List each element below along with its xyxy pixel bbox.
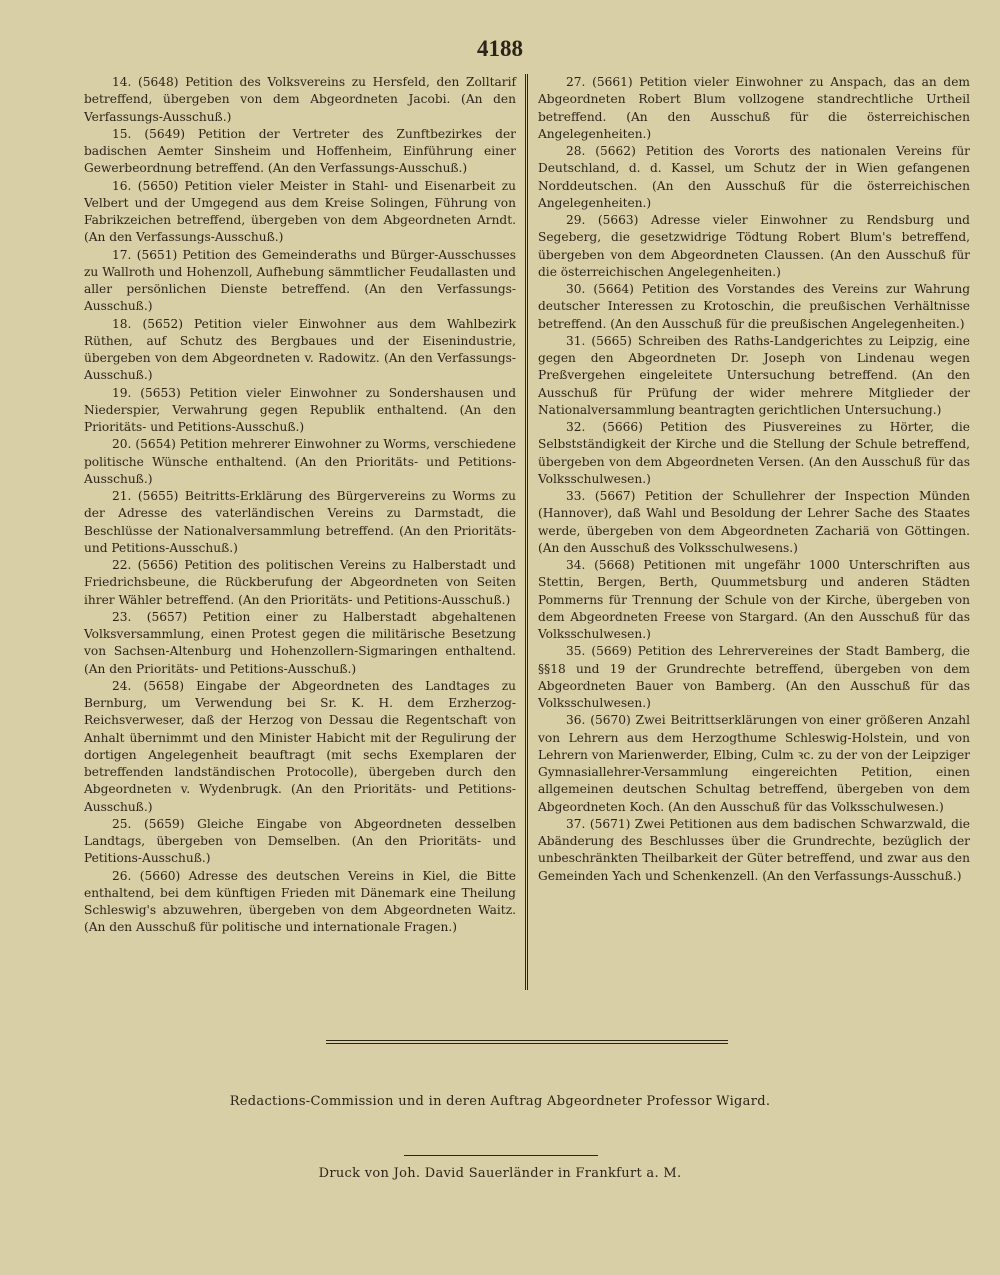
- petition-entry: 18. (5652) Petition vieler Einwohner aus dem Wahlbezirk Rüthen, auf Schutz des Bergbaues und der Eisenindustrie, übergeben von dem Abgeordneten v. Radowitz. (An den Verfassungs-Ausschuß.): [84, 316, 516, 383]
- footer-rule: [404, 1155, 598, 1156]
- petition-entry: 37. (5671) Zwei Petitionen aus dem badischen Schwarzwald, die Abänderung des Beschlusses über die Grundrechte, bezüglich der unbeschränkten Theilbarkeit der Güter betreffend, und zwar aus den Gemeinden Yach und Schenkenzell. (An den Verfassungs-Ausschuß.): [538, 816, 970, 883]
- right-column: [538, 74, 970, 885]
- page-number: 4188: [477, 36, 523, 61]
- petition-entry: 32. (5666) Petition des Piusvereines zu Hörter, die Selbstständigkeit der Kirche und die Stellung der Schule betreffend, übergeben von dem Abgeordneten Versen. (An den Ausschuß für das Volksschulwesen.): [538, 420, 970, 486]
- petition-entry: 14. (5648) Petition des Volksvereins zu Hersfeld, den Zolltarif betreffend, übergeben von dem Abgeordneten Jacobi. (An den Verfassungs-Ausschuß.): [84, 75, 516, 124]
- petition-entry: 16. (5650) Petition vieler Meister in Stahl- und Eisenarbeit zu Velbert und der Umgegend aus dem Kreise Solingen, Führung von Fabrikzeichen betreffend, übergeben von dem Abgeordneten Arndt. (An den Verfassungs-Ausschuß.): [84, 178, 516, 245]
- petition-entry: 28. (5662) Petition des Vororts des nationalen Vereins für Deutschland, d. d. Kassel, um Schutz der in Wien gefangenen Norddeutschen. (An den Ausschuß für die österreichischen Angelegenheiten.): [538, 144, 970, 210]
- petition-entry: 26. (5660) Adresse des deutschen Vereins in Kiel, die Bitte enthaltend, bei dem künftigen Frieden mit Dänemark eine Theilung Schleswig's abzuwehren, übergeben von dem Abgeordneten Waitz. (An den Ausschuß für politische und internationale Fragen.): [84, 868, 516, 935]
- petition-entry: 23. (5657) Petition einer zu Halberstadt abgehaltenen Volksversammlung, einen Protest gegen die militärische Besetzung von Sachsen-Altenburg und Hohenzollern-Sigmaringen enthaltend. (An den Prioritäts- und Petitions-Ausschuß.): [84, 609, 516, 676]
- petition-entry: 29. (5663) Adresse vieler Einwohner zu Rendsburg und Segeberg, die gesetzwidrige Tödtung Robert Blum's betreffend, übergeben von dem Abgeordneten Claussen. (An den Ausschuß für die österreichischen Angelegenheiten.): [538, 213, 970, 279]
- petition-entry: 30. (5664) Petition des Vorstandes des Vereins zur Wahrung deutscher Interessen zu Krotoschin, die preußischen Verhältnisse betreffend. (An den Ausschuß für die preußischen Angelegenheiten.): [538, 282, 970, 331]
- petition-entry: 25. (5659) Gleiche Eingabe von Abgeordneten desselben Landtags, übergeben von Demselben. (An den Prioritäts- und Petitions-Ausschuß.): [84, 816, 516, 866]
- petition-entry: 36. (5670) Zwei Beitrittserklärungen von einer größeren Anzahl von Lehrern aus dem Herzogthume Schleswig-Holstein, und von Lehrern von Marienwerder, Elbing, Culm ꝛc. zu der von der Leipziger Gymnasiallehrer-Versammlung eingereichten Petition, einen allgemeinen deutschen Schultag betreffend, übergeben von dem Abgeordneten Koch. (An den Ausschuß für das Volksschulwesen.): [538, 713, 970, 814]
- petition-entry: 27. (5661) Petition vieler Einwohner zu Anspach, das an dem Abgeordneten Robert Blum vollzogene standrechtliche Urtheil betreffend. (An den Ausschuß für die österreichischen Angelegenheiten.): [538, 75, 970, 141]
- petition-entry: 24. (5658) Eingabe der Abgeordneten des Landtages zu Bernburg, um Verwendung bei Sr. K. H. dem Erzherzog-Reichsverweser, daß der Herzog von Dessau die Regentschaft von Anhalt übernimmt und den Minister Habicht mit der Regulirung der dortigen Angelegenheit beauftragt (mit sechs Exemplaren der betreffenden landständischen Protocolle), übergeben durch den Abgeordneten v. Wydenbrugk. (An den Prioritäts- und Petitions-Ausschuß.): [84, 678, 516, 814]
- petition-entry: 17. (5651) Petition des Gemeinderaths und Bürger-Ausschusses zu Wallroth und Hohenzoll, Aufhebung sämmtlicher Feudallasten und aller persönlichen Dienste betreffend. (An den Verfassungs-Ausschuß.): [84, 247, 516, 314]
- petition-entry: 35. (5669) Petition des Lehrervereines der Stadt Bamberg, die §§18 und 19 der Grundrechte betreffend, übergeben von dem Abgeordneten Bauer von Bamberg. (An den Ausschuß für das Volksschulwesen.): [538, 644, 970, 710]
- petition-entry: 19. (5653) Petition vieler Einwohner zu Sondershausen und Niederspier, Verwahrung gegen Republik enthaltend. (An den Prioritäts- und Petitions-Ausschuß.): [84, 385, 516, 434]
- petition-entry: 22. (5656) Petition des politischen Vereins zu Halberstadt und Friedrichsbeune, die Rückberufung der Abgeordneten von Seiten ihrer Wähler betreffend. (An den Prioritäts- und Petitions-Ausschuß.): [84, 558, 516, 607]
- printer-imprint: Druck von Joh. David Sauerländer in Frankfurt a. M.: [318, 1166, 682, 1181]
- petition-entry: 34. (5668) Petitionen mit ungefähr 1000 Unterschriften aus Stettin, Bergen, Berth, Quummetsburg und anderen Städten Pommerns für Trennung der Schule von der Kirche, übergeben von dem Abgeordneten Freese von Stargard. (An den Ausschuß für das Volksschulwesen.): [538, 558, 970, 641]
- petition-entry: 20. (5654) Petition mehrerer Einwohner zu Worms, verschiedene politische Wünsche enthaltend. (An den Prioritäts- und Petitions-Ausschuß.): [84, 437, 516, 486]
- two-column-body: [84, 74, 968, 990]
- petition-entry: 15. (5649) Petition der Vertreter des Zunftbezirkes der badischen Aemter Sinsheim und Hoffenheim, Einführung einer Gewerbeordnung betreffend. (An den Verfassungs-Ausschuß.): [84, 126, 516, 176]
- petition-entry: 21. (5655) Beitritts-Erklärung des Bürgervereins zu Worms zu der Adresse des vaterländischen Vereins zu Darmstadt, die Beschlüsse der Nationalversammlung betreffend. (An den Prioritäts- und Petitions-Ausschuß.): [84, 489, 516, 555]
- column-divider: [525, 74, 528, 990]
- petition-entry: 31. (5665) Schreiben des Raths-Landgerichtes zu Leipzig, eine gegen den Abgeordneten Dr. Joseph von Lindenau wegen Preßvergehen eingeleitete Untersuchung betreffend. (An den Ausschuß für Prüfung der wider mehrere Mitglieder der Nationalversammlung beantragten gerichtlichen Untersuchung.): [538, 333, 970, 417]
- left-column: [84, 74, 516, 937]
- section-rule: [326, 1040, 728, 1044]
- redaction-credit: Redactions-Commission und in deren Auftrag Abgeordneter Professor Wigard.: [229, 1094, 771, 1109]
- petition-entry: 33. (5667) Petition der Schullehrer der Inspection Münden (Hannover), daß Wahl und Besoldung der Lehrer Sache des Staates werde, übergeben von dem Abgeordneten Zachariä von Göttingen. (An den Ausschuß des Volksschulwesens.): [538, 489, 970, 555]
